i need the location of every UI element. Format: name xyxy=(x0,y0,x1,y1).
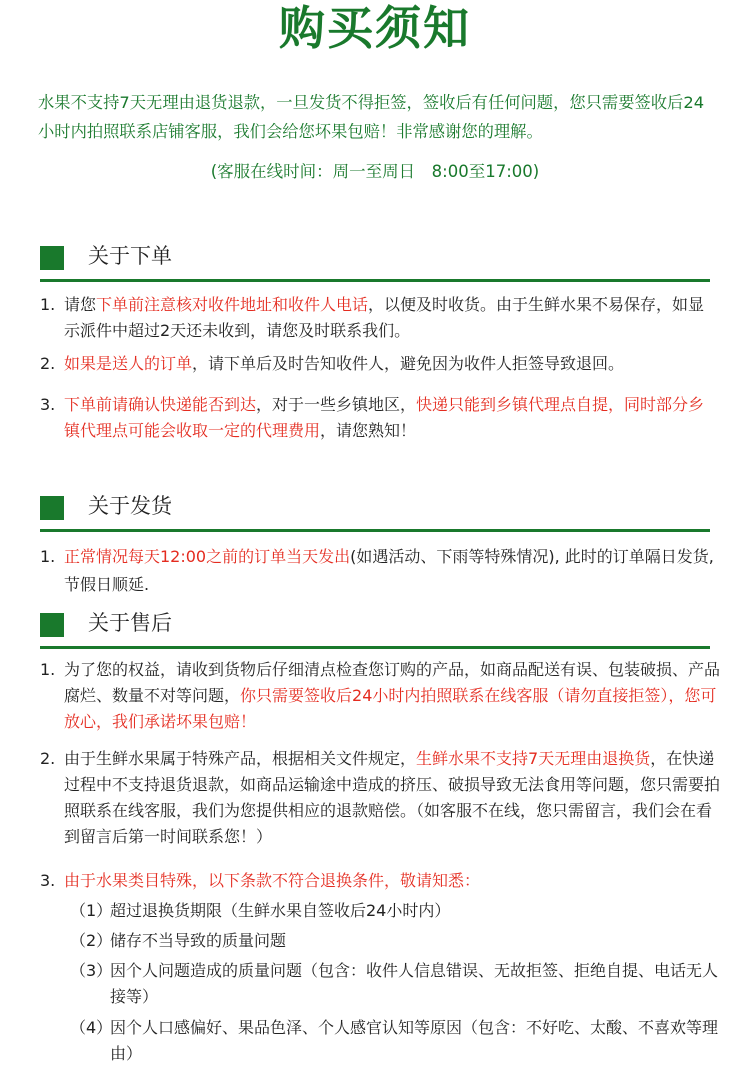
section-ordering-header xyxy=(40,244,710,282)
item-text: (如遇活动、下雨等特殊情况), 此时的订单隔日发货, 节假日顺延. xyxy=(64,547,714,594)
item-number: 1. xyxy=(40,547,56,566)
shipping-item-1 xyxy=(40,543,720,599)
condition-text: 超过退换货期限（生鲜水果自签收后24小时内） xyxy=(110,901,451,920)
ordering-item-2 xyxy=(40,351,720,377)
condition-text: 因个人口感偏好、果品色泽、个人感官认知等原因（包含：不好吃、太酸、不喜欢等理由） xyxy=(110,1018,719,1063)
condition-number: （1） xyxy=(70,901,113,920)
item-text: ，请下单后及时告知收件人，避免因为收件人拒签导致退回。 xyxy=(192,354,625,373)
item-highlight: 下单前请确认快递能否到达 xyxy=(64,395,257,414)
section-marker-icon xyxy=(40,246,64,270)
item-highlight: 如果是送人的订单 xyxy=(64,354,193,373)
item-highlight: 正常情况每天12:00之前的订单当天发出 xyxy=(64,547,351,566)
condition-item-4 xyxy=(70,1015,730,1067)
service-hours: (客服在线时间：周一至周日 8:00至17:00) xyxy=(210,162,540,181)
item-highlight: 下单前注意核对收件地址和收件人电话 xyxy=(96,295,369,314)
section-marker-icon xyxy=(40,613,64,637)
item-highlight: 生鲜水果不支持7天无理由退换货 xyxy=(416,749,651,768)
item-number: 1. xyxy=(40,295,56,314)
section-title: 关于下单 xyxy=(88,244,172,268)
condition-text: 储存不当导致的质量问题 xyxy=(110,931,287,950)
item-text: 由于生鲜水果属于特殊产品，根据相关文件规定， xyxy=(64,749,417,768)
section-marker-icon xyxy=(40,496,64,520)
item-number: 2. xyxy=(40,354,56,373)
condition-number: （3） xyxy=(70,961,113,980)
item-text: ，对于一些乡镇地区， xyxy=(256,395,417,414)
item-number: 2. xyxy=(40,749,56,768)
after-sales-item-2 xyxy=(40,746,720,850)
section-divider xyxy=(40,279,710,282)
item-highlight: 你只需要签收后24小时内拍照联系在线客服（请勿直接拒签），您可放心，我们承诺坏果包赔！ xyxy=(64,686,717,731)
item-text: ，请您熟知！ xyxy=(320,421,417,440)
section-title: 关于售后 xyxy=(88,611,172,635)
ordering-item-3 xyxy=(40,392,720,444)
condition-item-1 xyxy=(70,898,730,924)
item-text: 为了您的权益，请收到货物后仔细清点检查您订购的产品，如商品配送有误、包装破损、产品腐烂、数量不对等问题， xyxy=(64,660,721,705)
condition-number: （2） xyxy=(70,931,113,950)
section-after-sales-header xyxy=(40,611,710,649)
item-highlight: 由于水果类目特殊，以下条款不符合退换条件，敬请知悉： xyxy=(64,871,481,890)
page-title: 购买须知 xyxy=(279,1,471,55)
after-sales-item-3 xyxy=(40,868,720,894)
item-number: 1. xyxy=(40,660,56,679)
condition-item-3 xyxy=(70,958,730,1010)
item-text: 请您 xyxy=(64,295,97,314)
ordering-item-1 xyxy=(40,292,720,344)
condition-item-2 xyxy=(70,928,730,954)
condition-text: 因个人问题造成的质量问题（包含：收件人信息错误、无故拒签、拒绝自提、电话无人接等） xyxy=(110,961,719,1006)
after-sales-item-1 xyxy=(40,657,720,735)
section-divider xyxy=(40,529,710,532)
item-text: ，在快递过程中不支持退货退款，如商品运输途中造成的挤压、破损导致无法食用等问题，您只需要拍照联系在线客服，我们为您提供相应的退款赔偿。（如客服不在线，您只需留言，我们会在看到留言后第一时间联系您！） xyxy=(64,749,721,846)
item-text: ，以便及时收货。由于生鲜水果不易保存，如显示派件中超过2天还未收到，请您及时联系我们。 xyxy=(64,295,705,340)
section-title: 关于发货 xyxy=(88,494,172,518)
section-shipping-header xyxy=(40,494,710,532)
item-number: 3. xyxy=(40,395,56,414)
condition-number: （4） xyxy=(70,1018,113,1037)
item-highlight: 快递只能到乡镇代理点自提，同时部分乡镇代理点可能会收取一定的代理费用 xyxy=(64,395,705,440)
item-number: 3. xyxy=(40,871,56,890)
section-divider xyxy=(40,646,710,649)
intro-notice: 水果不支持7天无理由退货退款，一旦发货不得拒签，签收后有任何问题，您只需要签收后24小时内拍照联系店铺客服，我们会给您坏果包赔！非常感谢您的理解。 xyxy=(38,93,705,141)
